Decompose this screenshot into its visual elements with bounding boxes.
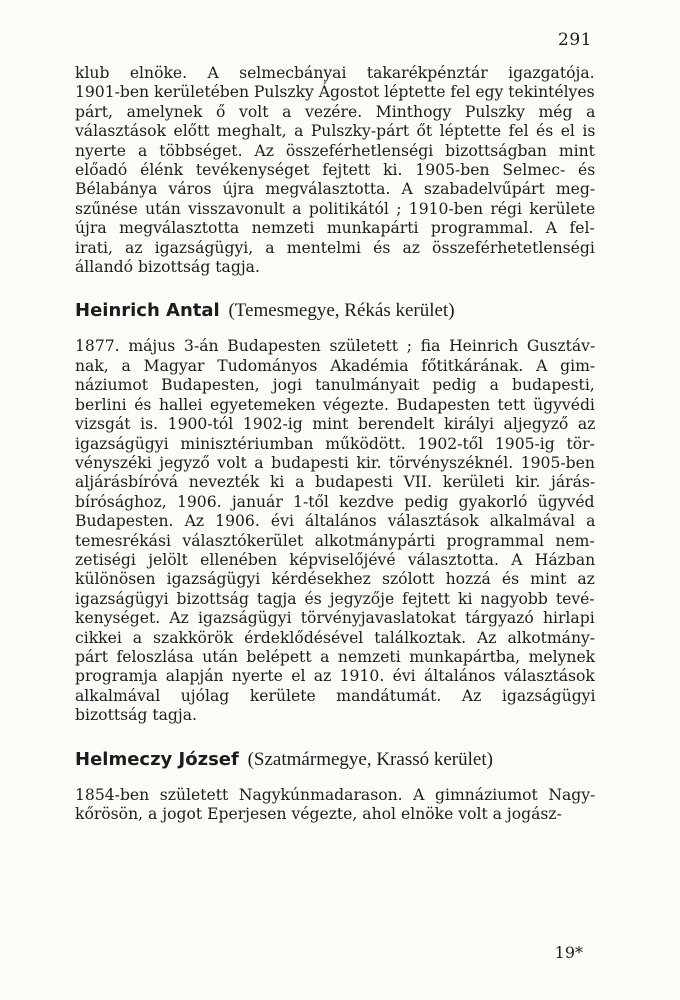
text-line: Bélabánya város újra megválasztotta. A szabadelvűpárt meg-	[75, 180, 596, 199]
text-line: párt feloszlása után belépett a nemzeti munkapártba, melynek	[75, 647, 596, 666]
text-line: választások előtt meghalt, a Pulszky-párt őt léptette fel és el is	[75, 122, 596, 141]
entry-name: Heinrich Antal	[75, 300, 220, 322]
text-line: párt, amelynek ő volt a vezére. Minthogy Pulszky még a	[75, 102, 596, 121]
text-line: alkalmával ujólag kerülete mandátumát. Az igazságügyi	[75, 686, 596, 705]
intro-paragraph	[75, 64, 595, 277]
text-line: vényszéki jegyző volt a budapesti kir. törvényszéknél. 1905-ben	[75, 453, 595, 472]
text-line: kőrösön, a jogot Eperjesen végezte, ahol elnöke volt a jogász-	[75, 805, 562, 823]
text-line: különösen igazságügyi kérdésekhez szólott hozzá és mint az	[75, 570, 595, 589]
text-line: szűnése után visszavonult a politikától ; 1910-ben régi kerülete	[75, 199, 596, 218]
text-line: programja alapján nyerte el az 1910. évi általános választások	[75, 667, 595, 686]
text-line: nyerte a többséget. Az összeférhetlenségi bizottságban mint	[75, 141, 595, 160]
entry-biography	[75, 786, 595, 825]
entry-biography	[75, 337, 595, 725]
text-line: zetiségi jelölt ellenében képviselőjévé választotta. A Házban	[75, 550, 596, 569]
entry-name: Helmeczy József	[75, 748, 239, 770]
entry-heading	[75, 748, 595, 772]
entry-heading	[75, 299, 595, 323]
text-line: állandó bizottság tagja.	[75, 258, 260, 277]
text-line: kenységet. Az igazságügyi törvényjavaslatokat tárgyazó hirlapi	[75, 609, 595, 628]
text-line: bizottság tagja.	[75, 706, 197, 725]
text-line: vizsgát is. 1900-tól 1902-ig mint berendelt királyi aljegyző az	[75, 415, 596, 434]
text-line: igazságügyi bizottság tagja és jegyzője fejtett ki nagyobb tevé-	[75, 589, 595, 608]
text-line: bírósághoz, 1906. január 1-től kezdve pedig gyakorló ügyvéd	[75, 492, 595, 511]
text-line: náziumot Budapesten, jogi tanulmányait pedig a budapesti,	[75, 376, 595, 395]
signature-mark: 19*	[554, 943, 583, 962]
text-line: klub elnöke. A selmecbányai takarékpénztár igazgatója.	[75, 64, 595, 82]
text-line: Budapesten. Az 1906. évi általános választások alkalmával a	[75, 512, 596, 531]
page-body	[75, 64, 595, 824]
text-line: temesrékási választókerület alkotmánypárti programmal nem-	[75, 531, 595, 550]
text-line: nak, a Magyar Tudományos Akadémia főtitkárának. A gim-	[75, 356, 596, 375]
text-line: aljárásbíróvá nevezték ki a budapesti VII. kerületi kir. járás-	[75, 473, 596, 492]
text-line: cikkei a szakkörök érdeklődésével találkoztak. Az alkotmány-	[75, 628, 596, 647]
page-number: 291	[558, 30, 592, 50]
entry-district: (Temesmegye, Rékás kerület)	[228, 300, 455, 322]
text-line: előadó élénk tevékenységet fejtett ki. 1905-ben Selmec- és	[75, 161, 596, 180]
text-line: újra megválasztotta nemzeti munkapárti programmal. A fel-	[75, 219, 595, 238]
text-line: 1901-ben kerületében Pulszky Ágostot léptette fel egy tekintélyes	[75, 83, 595, 102]
text-line: igazságügyi minisztériumban működött. 1902-től 1905-ig tör-	[75, 434, 595, 453]
text-line: 1877. május 3-án Budapesten született ; fia Heinrich Gusztáv-	[75, 337, 596, 356]
text-line: 1854-ben született Nagykúnmadarason. A gimnáziumot Nagy-	[75, 785, 596, 804]
text-line: berlini és hallei egyetemeken végezte. Budapesten tett ügyvédi	[75, 395, 595, 414]
text-line: irati, az igazságügyi, a mentelmi és az összeférhetetlenségi	[75, 238, 595, 257]
entry-district: (Szatmármegye, Krassó kerület)	[247, 748, 493, 770]
